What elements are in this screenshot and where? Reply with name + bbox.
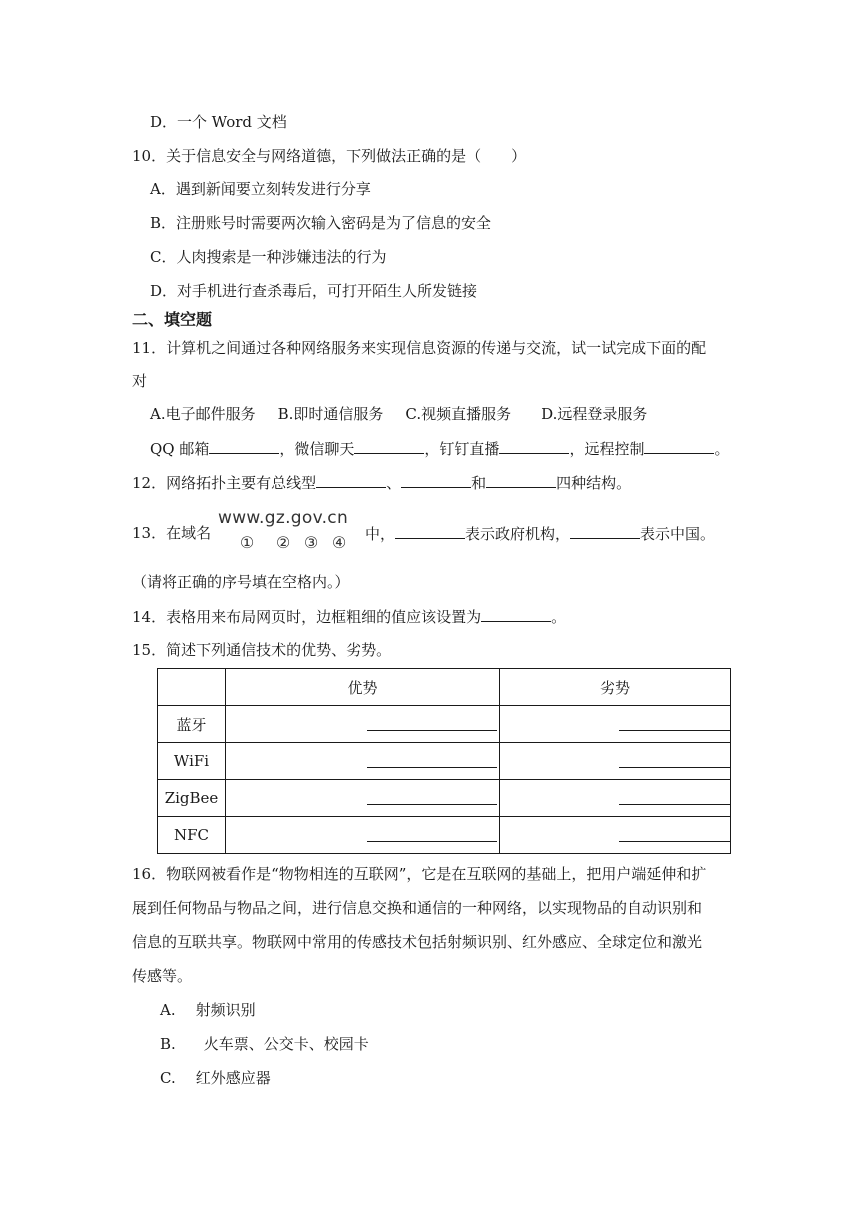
table-row [158,743,731,780]
domain-name: www.gz.gov.cn [218,508,349,528]
q10-option-b: B．注册账号时需要两次输入密码是为了信息的安全 [150,214,492,232]
q13-prefix: 13．在域名 [132,524,212,542]
q10-option-c: C．人肉搜索是一种涉嫌违法的行为 [150,248,387,266]
row-label: NFC [158,817,226,854]
answer-blank[interactable] [401,472,471,488]
q13-note: （请将正确的序号填在空格内。） [132,573,350,591]
row-label: ZigBee [158,780,226,817]
marker-4: ④ [331,533,347,552]
disadvantage-cell[interactable] [500,743,731,780]
q14 [132,606,566,627]
q11-pair-label: QQ 邮箱 [150,440,210,458]
table-row [158,780,731,817]
option-letter: A. [160,1001,176,1019]
separator: ， [279,440,295,458]
separator: 、 [386,474,402,492]
q15-stem: 15．简述下列通信技术的优势、劣势。 [132,641,392,659]
table-header-cell: 劣势 [500,669,731,706]
answer-blank[interactable] [316,472,386,488]
q13-mid3: 表示中国。 [640,525,716,543]
answer-blank[interactable] [367,767,497,768]
answer-blank[interactable] [499,438,569,454]
q10-option-a: A．遇到新闻要立刻转发进行分享 [150,180,371,198]
table-header-cell: 优势 [226,669,500,706]
q10-stem: 10．关于信息安全与网络道德，下列做法正确的是（ ） [132,147,527,165]
q16-line2: 展到任何物品与物品之间，进行信息交换和通信的一种网络，以实现物品的自动识别和 [132,899,703,917]
answer-blank[interactable] [486,472,556,488]
domain-image [218,508,356,552]
q10-option-d: D．对手机进行查杀毒后，可打开陌生人所发链接 [150,282,478,300]
q11-choice-c: C.视频直播服务 [405,405,512,423]
q11-choice-a: A.电子邮件服务 [150,405,256,423]
row-label: WiFi [158,743,226,780]
separator: 和 [471,474,487,492]
q16-option-a [160,1000,256,1020]
answer-blank[interactable] [619,730,730,731]
q9-option-d: D．一个 Word 文档 [150,113,287,131]
section-title: 二、填空题 [132,310,213,329]
q12 [132,472,631,493]
answer-blank[interactable] [619,767,730,768]
answer-blank[interactable] [619,841,730,842]
q16-line3: 信息的互联共享。物联网中常用的传感技术包括射频识别、红外感应、全球定位和激光 [132,933,703,951]
answer-blank[interactable] [367,804,497,805]
q11-pair-label: 微信聊天 [294,440,355,458]
marker-2: ② [275,533,291,552]
advantage-cell[interactable] [226,743,500,780]
answer-blank[interactable] [209,438,279,454]
option-letter: C. [160,1069,176,1087]
table-header-cell [158,669,226,706]
q16-option-b [160,1034,369,1054]
option-text: 红外感应器 [195,1069,271,1087]
q13-mid1: 中， [365,525,396,543]
q11-stem-line1: 11．计算机之间通过各种网络服务来实现信息资源的传递与交流，试一试完成下面的配 [132,339,707,357]
q11-choice-d: D.远程登录服务 [541,405,648,423]
option-text: 火车票、公交卡、校园卡 [203,1035,369,1053]
answer-blank[interactable] [570,523,640,539]
q11-pairs [150,438,729,459]
advantage-cell[interactable] [226,817,500,854]
q11-choices [150,404,647,424]
q12-suffix: 四种结构。 [556,474,632,492]
q12-prefix: 12．网络拓扑主要有总线型 [132,474,317,492]
marker-1: ① [239,533,255,552]
q16-line4: 传感等。 [132,967,193,985]
q16-option-c [160,1068,271,1088]
separator: ， [569,440,585,458]
q11-stem-line2: 对 [132,372,148,390]
advantage-cell[interactable] [226,780,500,817]
disadvantage-cell[interactable] [500,706,731,743]
row-label: 蓝牙 [158,706,226,743]
q11-pair-label: 远程控制 [584,440,645,458]
option-text: 射频识别 [195,1001,256,1019]
option-letter: B. [160,1035,176,1053]
separator: 。 [714,440,730,458]
advantage-cell[interactable] [226,706,500,743]
q14-suffix: 。 [551,608,567,626]
q16-line1: 16．物联网被看作是“物物相连的互联网”，它是在互联网的基础上，把用户端延伸和扩 [132,865,707,883]
q13-blanks [365,523,715,544]
q11-pair-label: 钉钉直播 [439,440,500,458]
table-row [158,706,731,743]
separator: ， [424,440,440,458]
answer-blank[interactable] [619,804,730,805]
table-row [158,817,731,854]
q14-prefix: 14．表格用来布局网页时，边框粗细的值应该设置为 [132,608,482,626]
disadvantage-cell[interactable] [500,780,731,817]
comparison-table [157,668,731,854]
table-header-row [158,669,731,706]
answer-blank[interactable] [644,438,714,454]
q11-choice-b: B.即时通信服务 [277,405,384,423]
q13-mid2: 表示政府机构， [465,525,571,543]
marker-3: ③ [303,533,319,552]
answer-blank[interactable] [395,523,465,539]
disadvantage-cell[interactable] [500,817,731,854]
answer-blank[interactable] [354,438,424,454]
answer-blank[interactable] [367,730,497,731]
answer-blank[interactable] [481,606,551,622]
answer-blank[interactable] [367,841,497,842]
